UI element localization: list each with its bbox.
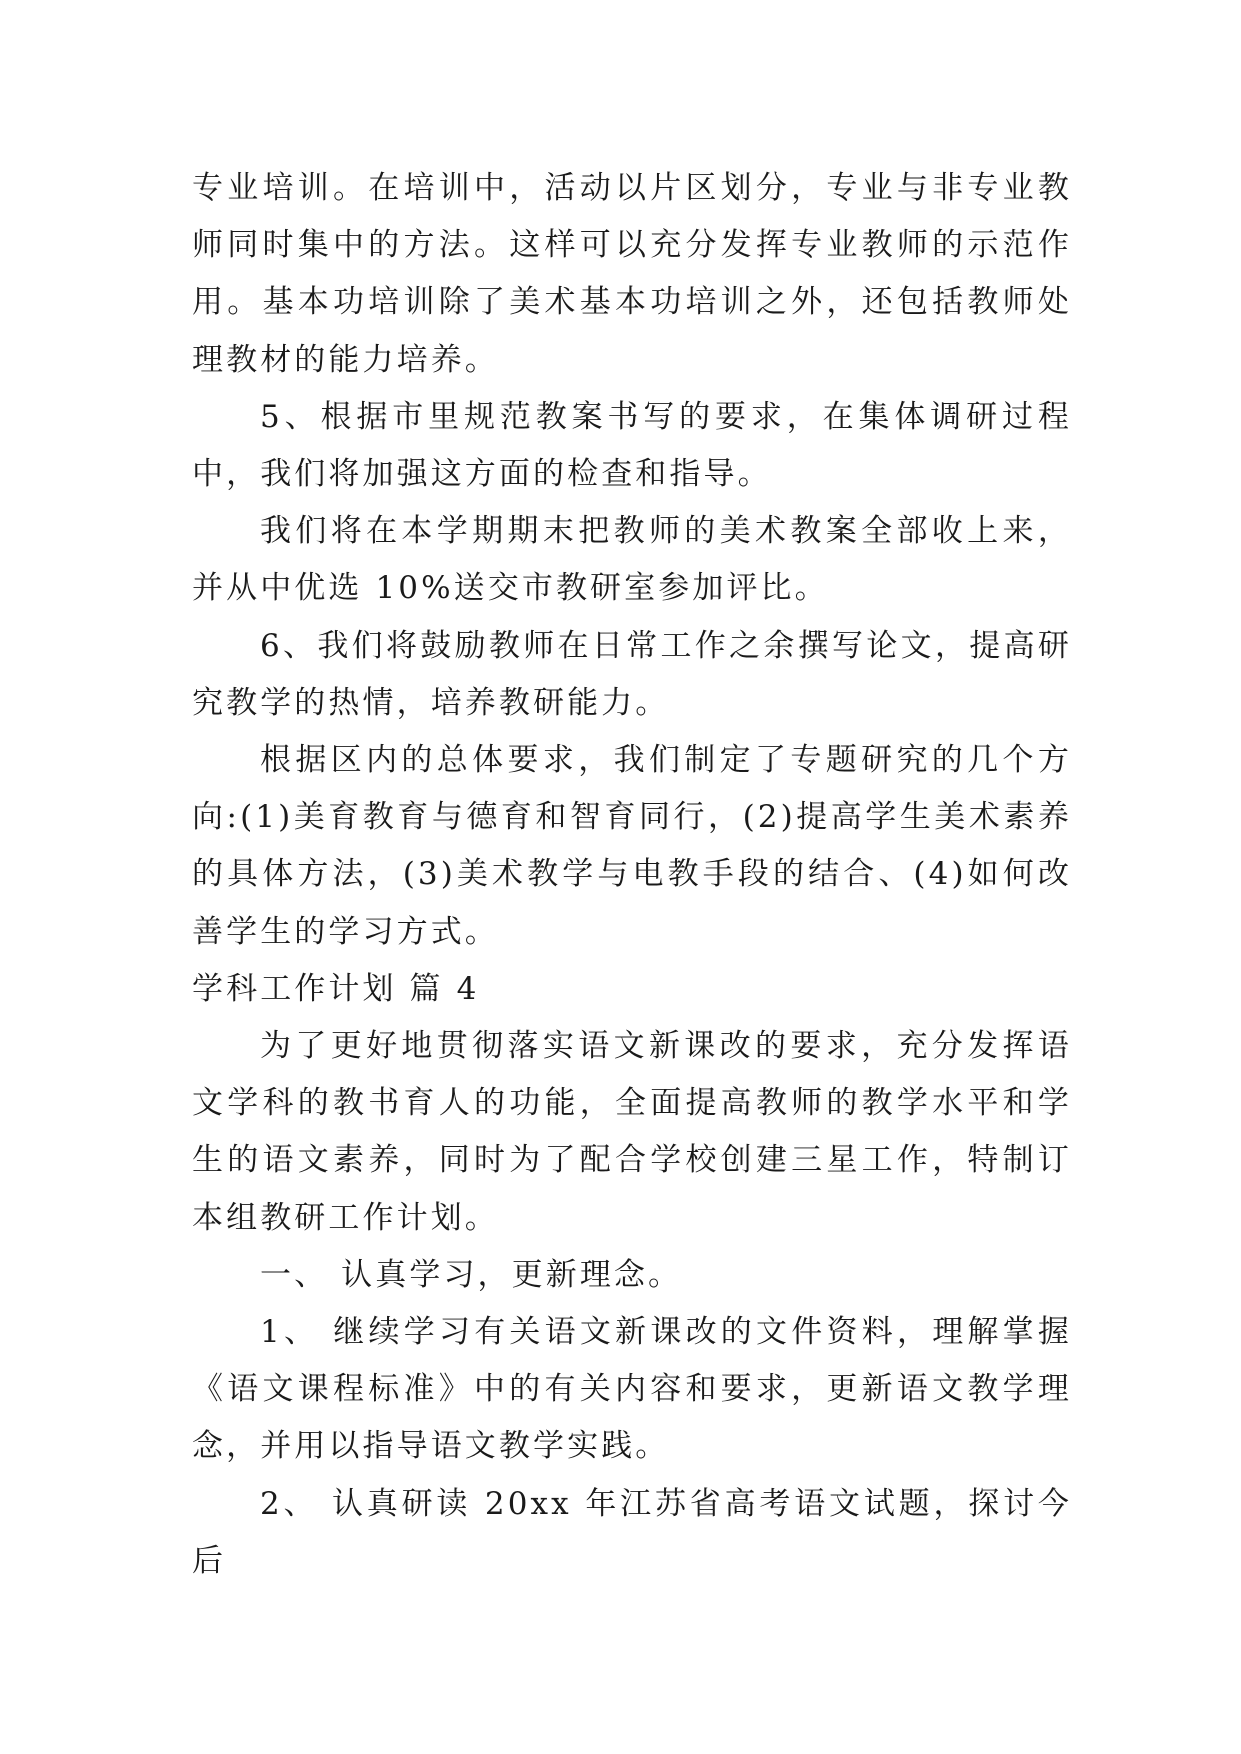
paragraph-4: 6、我们将鼓励教师在日常工作之余撰写论文，提高研究教学的热情，培养教研能力。 xyxy=(192,627,1072,721)
paragraph-2: 5、根据市里规范教案书写的要求，在集体调研过程中，我们将加强这方面的检查和指导。 xyxy=(192,398,1072,493)
paragraph-3: 我们将在本学期期末把教师的美术教案全部收上来，并从中优选 10%送交市教研室参加评比。 xyxy=(192,513,1072,607)
section-paragraph-2: 一、 认真学习，更新理念。 xyxy=(260,1256,683,1293)
section-paragraph-4: 2、 认真研读 20xx 年江苏省高考语文试题，探讨今后 xyxy=(192,1485,1072,1579)
section-paragraph-1: 为了更好地贯彻落实语文新课改的要求，充分发挥语文学科的教书育人的功能，全面提高教师的教学水平和学生的语文素养，同时为了配合学校创建三星工作，特制订本组教研工作计划。 xyxy=(192,1028,1072,1236)
paragraph-5: 根据区内的总体要求，我们制定了专题研究的几个方向:(1)美育教育与德育和智育同行，(2)提高学生美术素养的具体方法，(3)美术教学与电教手段的结合、(4)如何改善学生的学习方式。 xyxy=(192,742,1072,950)
section-paragraph-3: 1、 继续学习有关语文新课改的文件资料，理解掌握《语文课程标准》中的有关内容和要求，更新语文教学理念，并用以指导语文教学实践。 xyxy=(192,1314,1072,1465)
paragraph-1: 专业培训。在培训中，活动以片区划分，专业与非专业教师同时集中的方法。这样可以充分发挥专业教师的示范作用。基本功培训除了美术基本功培训之外，还包括教师处理教材的能力培养。 xyxy=(192,170,1072,378)
section-title: 学科工作计划 篇 4 xyxy=(192,970,480,1007)
document-body xyxy=(192,160,1072,1590)
